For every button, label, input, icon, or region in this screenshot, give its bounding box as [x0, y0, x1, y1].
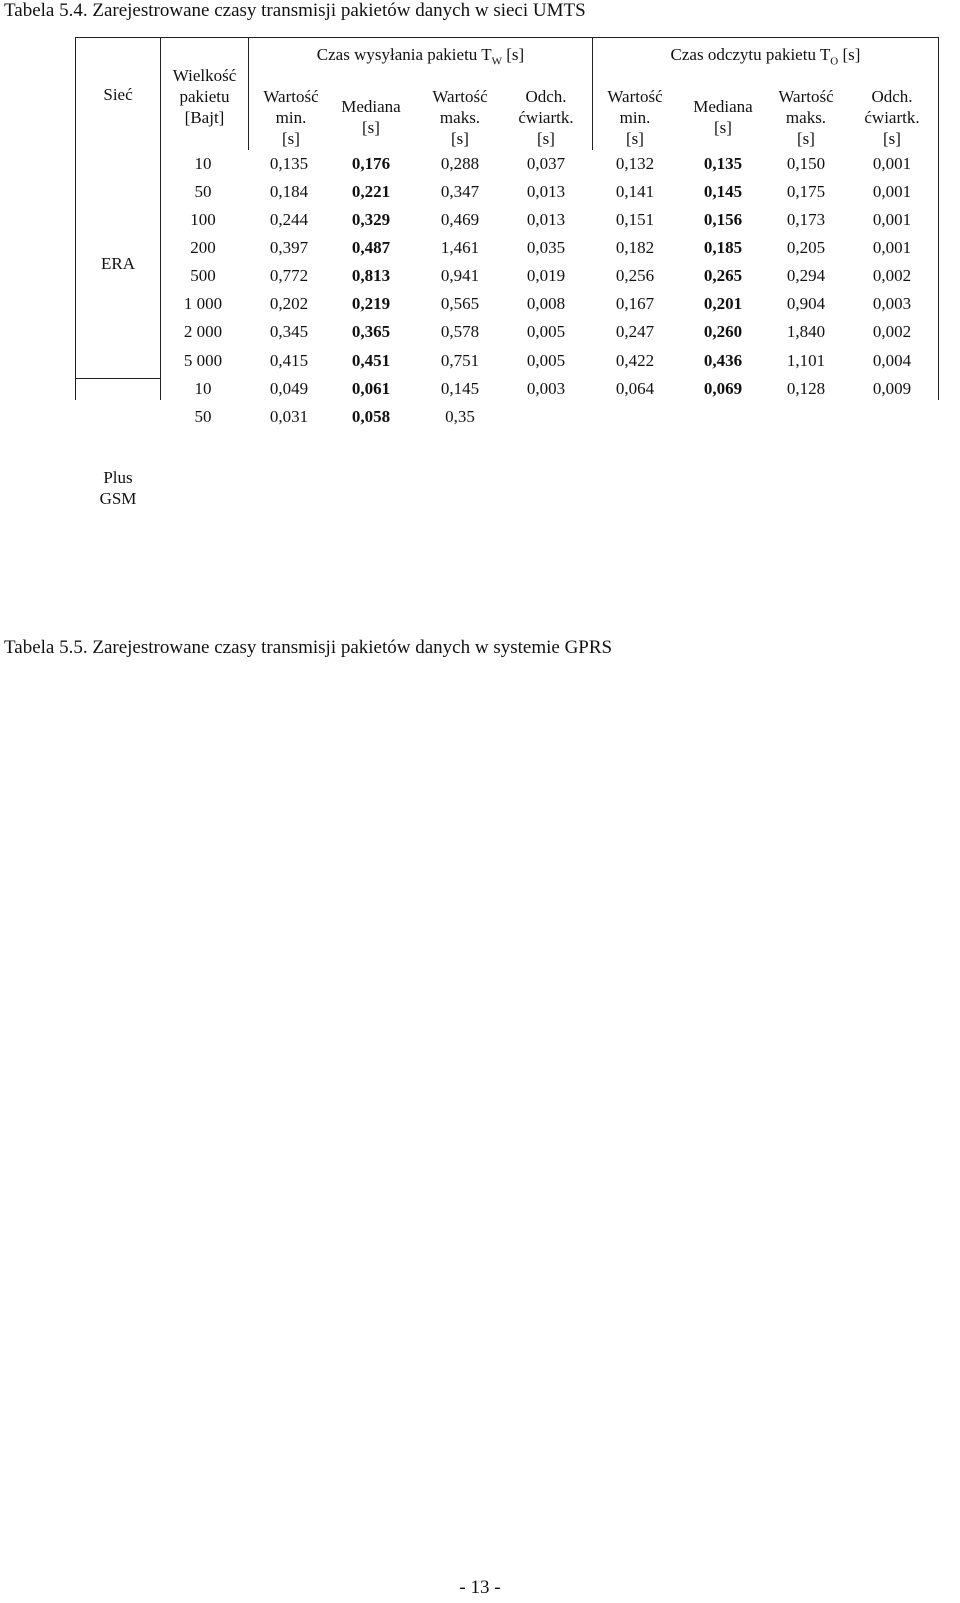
table-caption-5-5: Tabela 5.5. Zarejestrowane czasy transmisji pakietów danych w systemie GPRS: [4, 637, 613, 658]
table-cell: 0,003: [526, 379, 566, 398]
table-cell: 0,031: [269, 407, 309, 426]
table-cell: 0,145: [703, 182, 743, 201]
table-cell: 0,184: [269, 182, 309, 201]
table-cell: 0,219: [351, 294, 391, 313]
table-cell: 0,001: [872, 154, 912, 173]
table-cell: 0,009: [872, 379, 912, 398]
header-network: Sieć: [103, 85, 133, 104]
table-cell: 0,069: [703, 379, 743, 398]
table-cell: 0,288: [440, 154, 480, 173]
table-cell: 0,201: [703, 294, 743, 313]
table-cell: 0,904: [786, 294, 826, 313]
header-send-time-group: Czas wysyłania pakietu $T_W$ [s]: [316, 45, 525, 68]
table-cell: 0,221: [351, 182, 391, 201]
table-cell: 0,013: [526, 210, 566, 229]
table-cell: 0,35: [445, 407, 475, 426]
table-cell: 0,469: [440, 210, 480, 229]
table-cell: 0,061: [351, 379, 391, 398]
table-cell: 0,145: [440, 379, 480, 398]
table-cell: 0,422: [615, 351, 655, 370]
table-cell: 0,151: [615, 210, 655, 229]
table-cell: 0,173: [786, 210, 826, 229]
table-cell: 0,150: [786, 154, 826, 173]
header-send-min: Wartość min. [s]: [263, 87, 319, 148]
table-cell: 0,451: [351, 351, 391, 370]
table-cell: 0,167: [615, 294, 655, 313]
table-cell: 0,436: [703, 351, 743, 370]
page-number: - 13 -: [459, 1577, 501, 1598]
table-cell: 2 000: [183, 322, 223, 341]
table-cell: 0,037: [526, 154, 566, 173]
table-cell: 0,941: [440, 266, 480, 285]
table-cell: 0,751: [440, 351, 480, 370]
table-cell: 0,260: [703, 322, 743, 341]
table-cell: 0,005: [526, 322, 566, 341]
header-read-time-group: Czas odczytu pakietu $T_O$ [s]: [670, 45, 861, 68]
table-cell: 0,205: [786, 238, 826, 257]
table-cell: 0,329: [351, 210, 391, 229]
table-cell: 50: [194, 407, 212, 426]
table-cell: 0,813: [351, 266, 391, 285]
group-label-plus-gsm: Plus GSM: [99, 468, 137, 508]
table-cell: 0,002: [872, 322, 912, 341]
table-cell: 0,487: [351, 238, 391, 257]
table-cell: 0,772: [269, 266, 309, 285]
table-cell: 0,001: [872, 182, 912, 201]
table-cell: 0,135: [703, 154, 743, 173]
table-cell: 0,135: [269, 154, 309, 173]
table-cell: 1,461: [440, 238, 480, 257]
table-cell: 10: [194, 379, 212, 398]
header-send-max: Wartość maks. [s]: [432, 87, 488, 148]
table-cell: 1 000: [183, 294, 223, 313]
table-cell: 0,244: [269, 210, 309, 229]
table-cell: 0,005: [526, 351, 566, 370]
table-cell: 0,001: [872, 210, 912, 229]
table-cell: 0,004: [872, 351, 912, 370]
table-cell: 100: [190, 210, 216, 229]
table-cell: 0,003: [872, 294, 912, 313]
table-cell: 0,294: [786, 266, 826, 285]
table-cell: 0,035: [526, 238, 566, 257]
table-cell: 0,578: [440, 322, 480, 341]
table-cell: 0,049: [269, 379, 309, 398]
header-send-median: Mediana [s]: [341, 97, 401, 137]
header-read-min: Wartość min. [s]: [607, 87, 663, 148]
table-cell: 0,415: [269, 351, 309, 370]
table-cell: 0,175: [786, 182, 826, 201]
table-cell: 5 000: [183, 351, 223, 370]
table-cell: 0,058: [351, 407, 391, 426]
table-cell: 200: [190, 238, 216, 257]
header-send-iqr: Odch. ćwiartk. [s]: [518, 87, 574, 148]
table-cell: 0,141: [615, 182, 655, 201]
table-cell: 10: [194, 154, 212, 173]
table-cell: 1,101: [786, 351, 826, 370]
table-cell: 0,397: [269, 238, 309, 257]
header-packet-size: Wielkość pakietu [Bajt]: [172, 66, 237, 127]
table-cell: 0,365: [351, 322, 391, 341]
table-cell: 0,156: [703, 210, 743, 229]
table-cell: 0,013: [526, 182, 566, 201]
header-read-median: Mediana [s]: [693, 97, 753, 137]
table-cell: 0,345: [269, 322, 309, 341]
header-read-iqr: Odch. ćwiartk. [s]: [864, 87, 920, 148]
table-cell: 0,064: [615, 379, 655, 398]
table-cell: 500: [190, 266, 216, 285]
table-cell: 0,185: [703, 238, 743, 257]
table-cell: 0,176: [351, 154, 391, 173]
table-cell: 1,840: [786, 322, 826, 341]
table-cell: 0,256: [615, 266, 655, 285]
table-cell: 0,001: [872, 238, 912, 257]
table-cell: 0,247: [615, 322, 655, 341]
table-cell: 0,565: [440, 294, 480, 313]
table-cell: 0,132: [615, 154, 655, 173]
header-read-max: Wartość maks. [s]: [778, 87, 834, 148]
table-cell: 0,182: [615, 238, 655, 257]
table-cell: 0,347: [440, 182, 480, 201]
table-caption-5-4: Tabela 5.4. Zarejestrowane czasy transmisji pakietów danych w sieci UMTS: [4, 0, 586, 21]
table-cell: 0,128: [786, 379, 826, 398]
table-cell: 0,019: [526, 266, 566, 285]
table-cell: 0,202: [269, 294, 309, 313]
table-cell: 0,265: [703, 266, 743, 285]
table-cell: 50: [194, 182, 212, 201]
table-cell: 0,008: [526, 294, 566, 313]
group-label-era: ERA: [101, 254, 135, 273]
table-cell: 0,002: [872, 266, 912, 285]
